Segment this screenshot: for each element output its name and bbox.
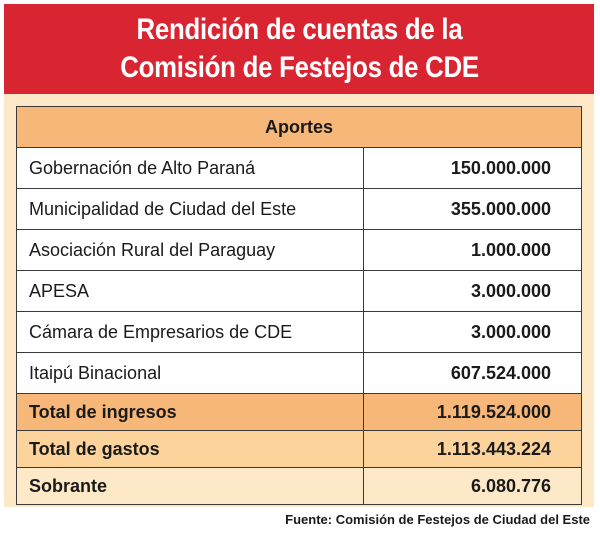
contributor-name: Gobernación de Alto Paraná — [17, 148, 364, 189]
contribution-amount: 1.000.000 — [364, 230, 582, 271]
contribution-amount: 150.000.000 — [364, 148, 582, 189]
title-band — [4, 4, 594, 94]
contributor-name: APESA — [17, 271, 364, 312]
aportes-header: Aportes — [17, 107, 582, 148]
total-expenses-row — [17, 431, 582, 468]
table-row — [17, 312, 582, 353]
contributor-name: Itaipú Binacional — [17, 353, 364, 394]
accounts-table — [16, 106, 582, 505]
contributor-name: Municipalidad de Ciudad del Este — [17, 189, 364, 230]
surplus-amount: 6.080.776 — [364, 468, 582, 505]
total-income-amount: 1.119.524.000 — [364, 394, 582, 431]
contributor-name: Asociación Rural del Paraguay — [17, 230, 364, 271]
contribution-amount: 607.524.000 — [364, 353, 582, 394]
surplus-label: Sobrante — [17, 468, 364, 505]
contribution-amount: 3.000.000 — [364, 312, 582, 353]
table-row — [17, 271, 582, 312]
total-expenses-amount: 1.113.443.224 — [364, 431, 582, 468]
contributor-name: Cámara de Empresarios de CDE — [17, 312, 364, 353]
total-income-label: Total de ingresos — [17, 394, 364, 431]
title-line-1: Rendición de cuentas de la — [136, 13, 462, 46]
total-income-row — [17, 394, 582, 431]
contribution-amount: 355.000.000 — [364, 189, 582, 230]
total-expenses-label: Total de gastos — [17, 431, 364, 468]
table-row — [17, 148, 582, 189]
table-row — [17, 353, 582, 394]
table-row — [17, 189, 582, 230]
contribution-amount: 3.000.000 — [364, 271, 582, 312]
table-row — [17, 230, 582, 271]
surplus-row — [17, 468, 582, 505]
source-credit: Fuente: Comisión de Festejos de Ciudad del Este — [285, 512, 590, 527]
title-line-2: Comisión de Festejos de CDE — [119, 51, 479, 84]
